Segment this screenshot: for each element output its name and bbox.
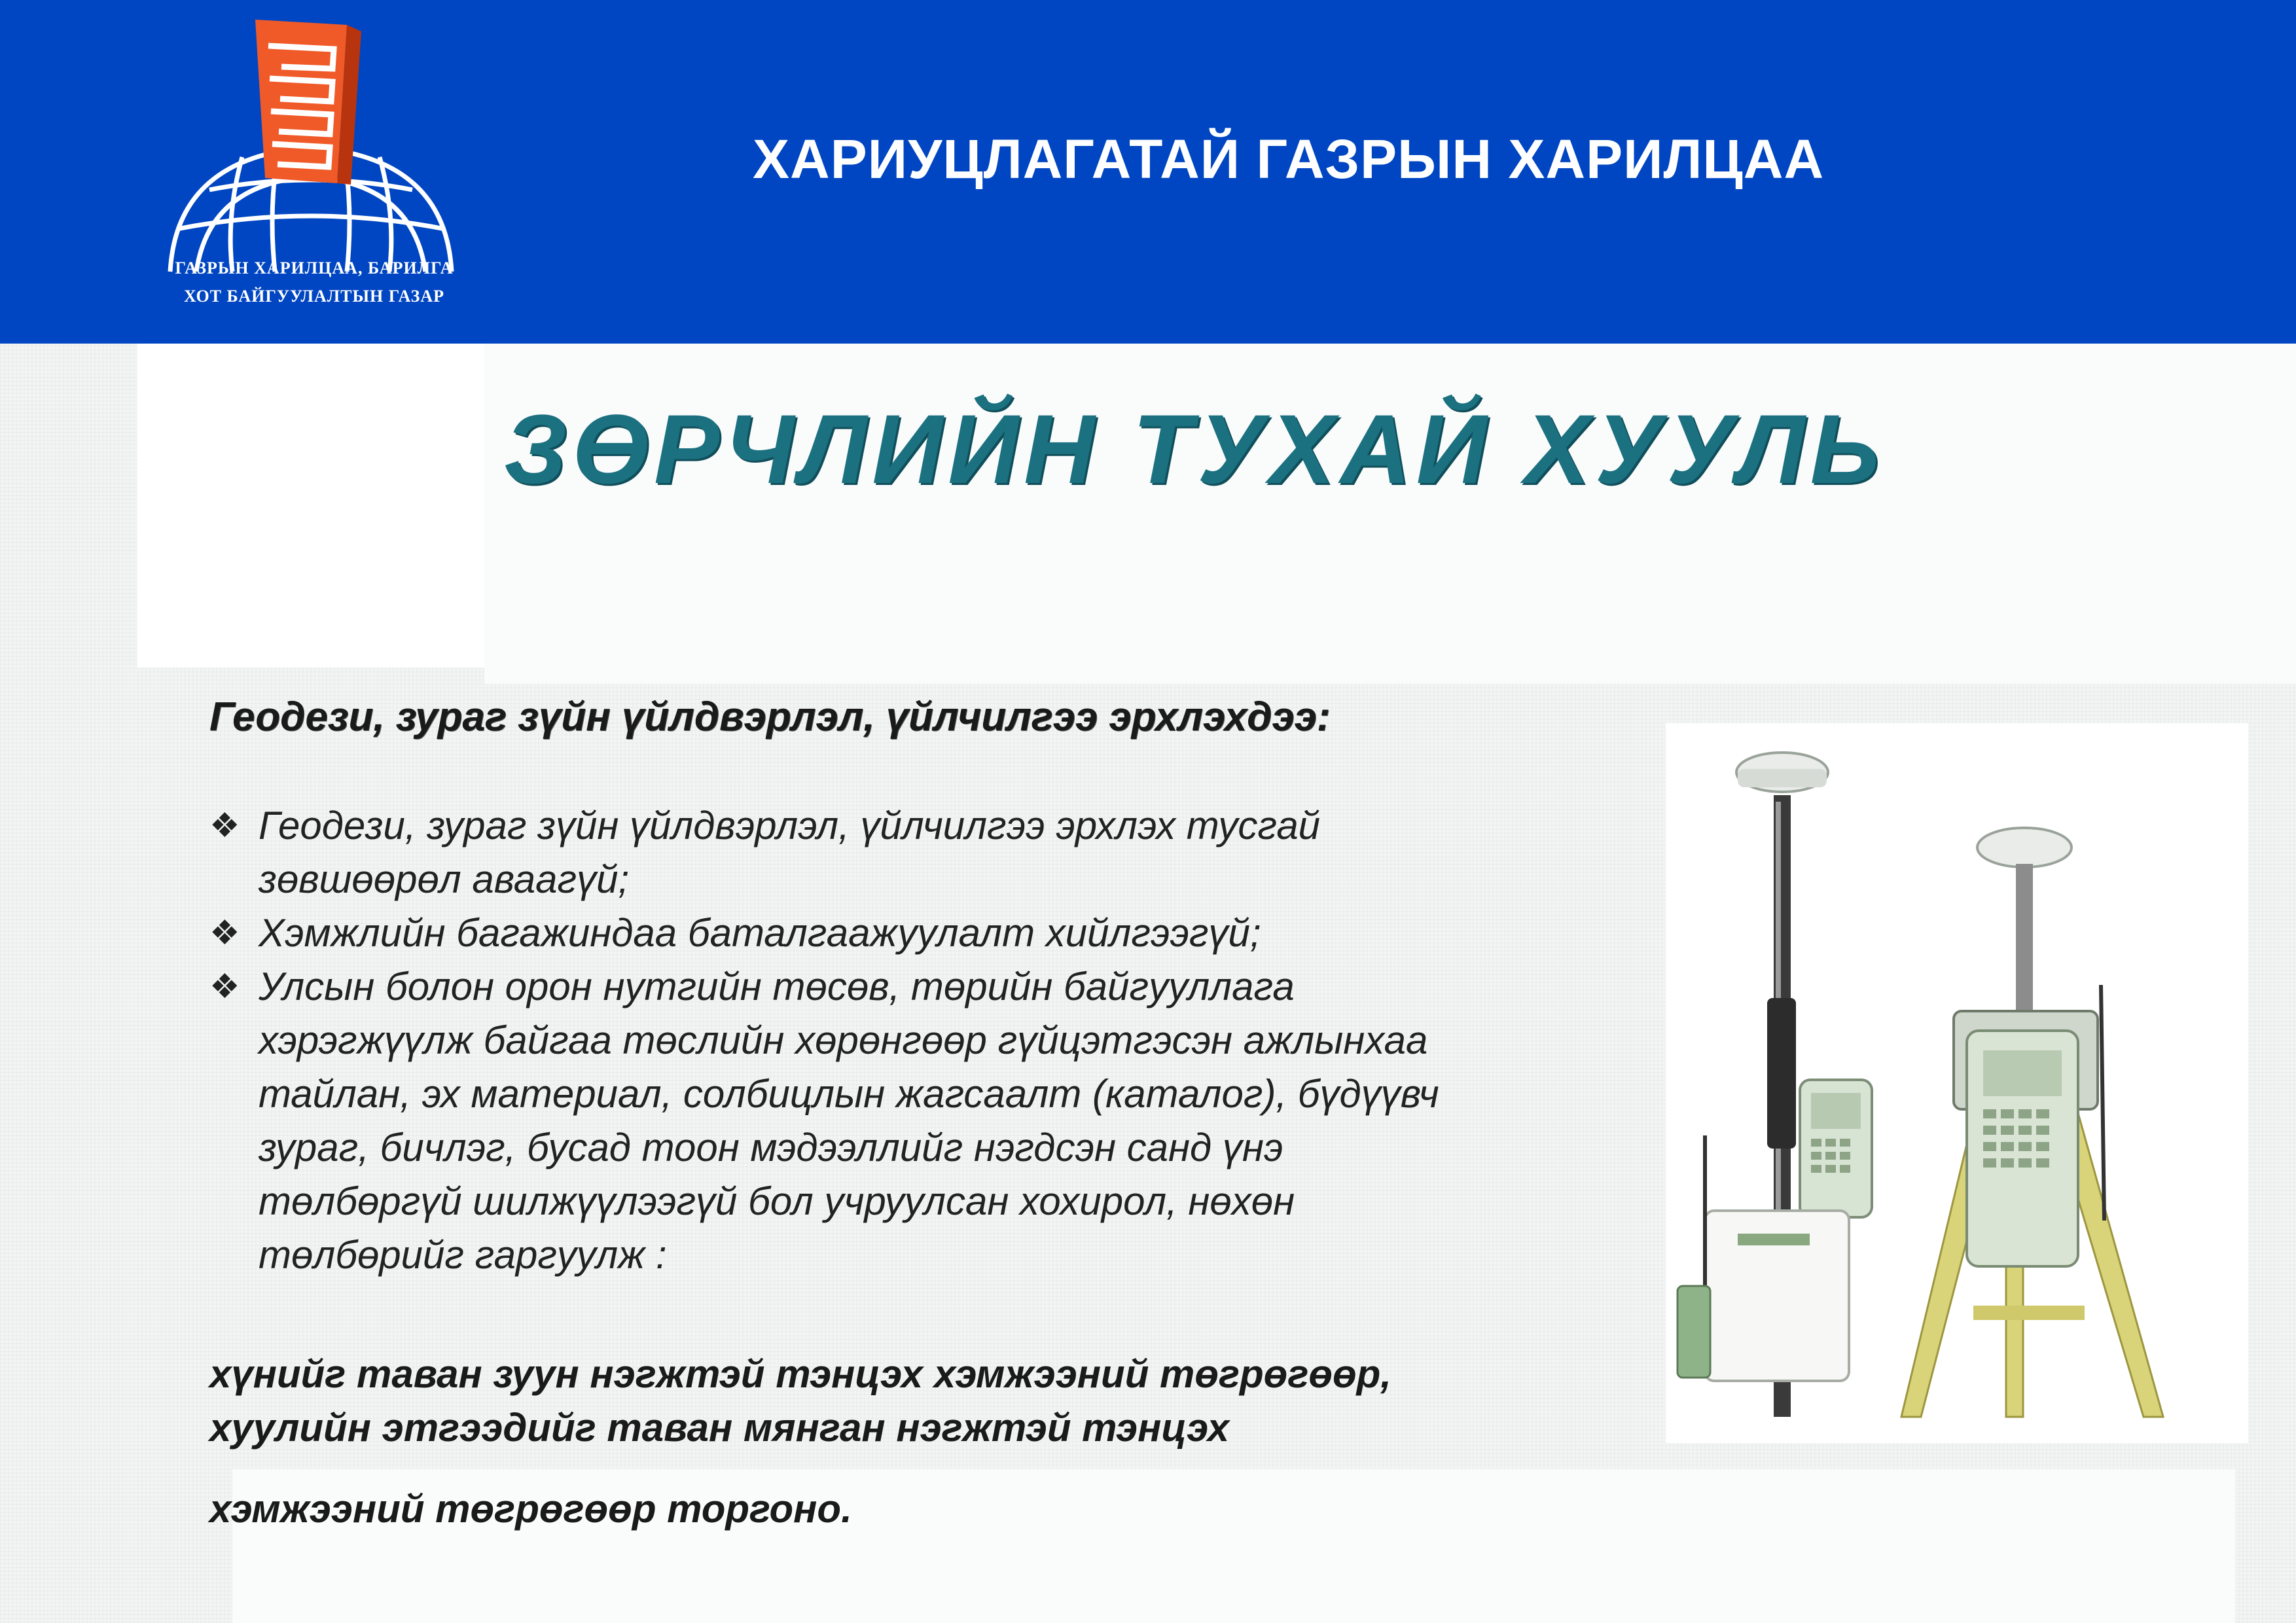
bullet-list [209, 799, 1617, 1282]
bullet-1-line-2: зөвшөөрөл аваагүй; [259, 857, 630, 901]
diamond-bullet-icon: ❖ [209, 914, 240, 952]
antenna-right [1977, 828, 2072, 867]
bullet-3-line-2: хэрэгжүүлж байгаа төслийн хөрөнгөөр гүйцэтгэсэн ажлынхаа [259, 1018, 1428, 1062]
content-block [209, 694, 1617, 1536]
list-item [209, 960, 1617, 1282]
header-title: ХАРИУЦЛАГАТАЙ ГАЗРЫН ХАРИЛЦАА [753, 128, 1825, 190]
bullet-3-line-4: зураг, бичлэг, бусад тоон мэдээллийг нэгдсэн санд үнэ [259, 1126, 1283, 1169]
left-white-panel [137, 344, 484, 668]
penalty-line-2: хуулийн этгээдийг таван мянган нэгжтэй тэнцэх [209, 1406, 1230, 1450]
penalty-line-1: хүнийг таван зуун нэгжтэй тэнцэх хэмжээний төгрөгөөр, [209, 1352, 1391, 1396]
list-item [209, 799, 1617, 906]
bullet-3-line-6: төлбөрийг гаргуулж : [259, 1233, 667, 1277]
bullet-3-line-5: төлбөргүй шилжүүлээгүй бол учруулсан хохирол, нөхөн [259, 1179, 1295, 1223]
diamond-bullet-icon: ❖ [209, 807, 240, 845]
header-bar [0, 0, 2296, 344]
bullet-3-line-3: тайлан, эх материал, солбицлын жагсаалт (каталог), бүдүүвч [259, 1072, 1439, 1116]
gnss-survey-equipment-image [1666, 723, 2248, 1443]
bullet-3-line-1: Улсын болон орон нутгийн төсөв, төрийн байгууллага [259, 965, 1295, 1008]
list-item [209, 906, 1617, 960]
penalty-line-3: хэмжээний төгрөгөөр торгоно. [209, 1487, 852, 1531]
subheading: Геодези, зураг зүйн үйлдвэрлэл, үйлчилгээ эрхлэхдээ: [209, 694, 1331, 740]
org-name-line-2: ХОТ БАЙГУУЛАЛТЫН ГАЗАР [184, 287, 444, 306]
bullet-2-line-1: Хэмжлийн багажиндаа баталгаажуулалт хийлгээгүй; [259, 911, 1261, 955]
org-name-line-1: ГАЗРЫН ХАРИЛЦАА, БАРИЛГА [175, 259, 454, 277]
diamond-bullet-icon: ❖ [209, 968, 240, 1006]
bullet-1-line-1: Геодези, зураг зүйн үйлдвэрлэл, үйлчилгээ эрхлэх тусгай [259, 804, 1321, 847]
page-title: ЗӨРЧЛИЙН ТУХАЙ ХУУЛЬ [504, 394, 1885, 504]
